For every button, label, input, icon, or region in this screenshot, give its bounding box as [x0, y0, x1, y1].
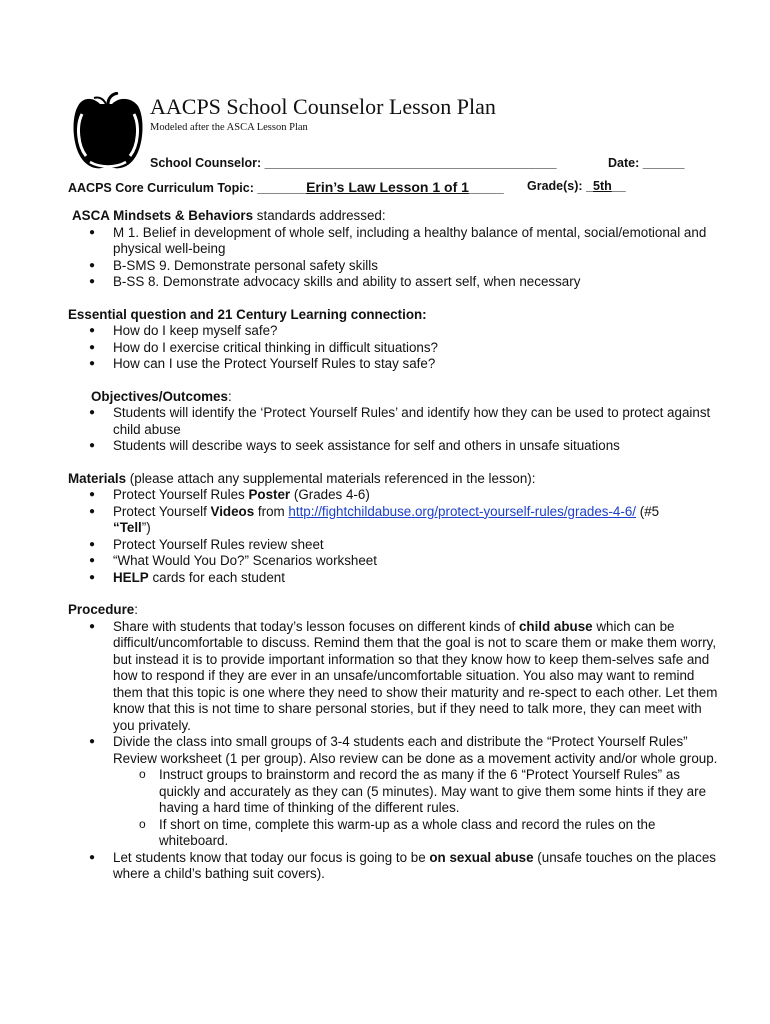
- procedure-sublist: [113, 767, 718, 850]
- grade-tail-line: __: [611, 179, 626, 193]
- objectives-list: [68, 405, 718, 455]
- list-item: ● M 1. Belief in development of whole self, including a healthy balance of mental, social/emotional and physical well-being: [113, 225, 718, 258]
- list-item: ● HELP cards for each student: [113, 570, 718, 587]
- list-item: ● B-SS 8. Demonstrate advocacy skills and ability to assert self, when necessary: [113, 274, 718, 291]
- date-field: Date: ______: [608, 156, 685, 170]
- essential-heading: Essential question and 21 Century Learning connection:: [68, 306, 427, 322]
- sub-list-item: o Instruct groups to brainstorm and record the as many if the 6 “Protect Yourself Rules” as quickly and accurately as they can (5 minutes). May want to give them some hints if they are having a hard time of thinking of the different rules.: [159, 767, 718, 817]
- topic-tail-line: _____: [468, 181, 504, 195]
- procedure-list: [68, 619, 718, 883]
- materials-heading: Materials (please attach any supplemental materials referenced in the lesson):: [68, 470, 536, 486]
- aacps-apple-logo: [70, 92, 146, 172]
- topic-row: [68, 179, 504, 195]
- asca-heading: ASCA Mindsets & Behaviors standards addressed:: [72, 208, 386, 223]
- page-subtitle: Modeled after the ASCA Lesson Plan: [150, 122, 308, 133]
- list-item: ● How do I exercise critical thinking in difficult situations?: [113, 340, 718, 357]
- list-item: ● “What Would You Do?” Scenarios worksheet: [113, 553, 718, 570]
- sub-list-item: o If short on time, complete this warm-up as a whole class and record the rules on the whiteboard.: [159, 817, 718, 850]
- grade-row: [527, 179, 626, 193]
- list-item: ● Protect Yourself Rules Poster (Grades 4-6): [113, 487, 718, 504]
- grade-lead-line: _: [586, 179, 594, 193]
- list-item: ● B-SMS 9. Demonstrate personal safety skills: [113, 258, 718, 275]
- asca-list: [68, 225, 718, 291]
- lesson-content: [68, 208, 718, 883]
- list-item: ● Divide the class into small groups of 3-4 students each and distribute the “Protect Yourself Rules” Review worksheet (1 per group). Also review can be done as a movement activity and/or whole group. o Instruct groups to brainstorm and record the as many if the 6 “Protect Yourself Rules” as quickly and accurately as they can (5 minutes). May want to give them some hints if they are having a hard time of thinking of the different rules. o If short on time, complete this warm-up as a whole class and record the rules on the whiteboard.: [113, 734, 718, 850]
- school-counselor-field: School Counselor: __________________________________________: [150, 156, 557, 170]
- videos-link[interactable]: http://fightchildabuse.org/protect-yourself-rules/grades-4-6/: [288, 503, 637, 519]
- procedure-heading: Procedure:: [68, 602, 138, 617]
- list-item: ● Share with students that today’s lesson focuses on different kinds of child abuse which can be difficult/uncomfortable to discuss. Remind them that the goal is not to scare them or make them worry, but instead it is to provide important information so that they know how to keep them-selves safe and how to respond if they are ever in an unsafe/uncomfortable situation. You also may want to remind them that this topic is one where they need to show their maturity and re-spect to each other. Let them know that this is not time to share personal stories, but if they need to talk more, they can meet with you privately.: [113, 619, 718, 735]
- list-item: ● Protect Yourself Videos from http://fightchildabuse.org/protect-yourself-rules/grades-4-6/ (#5 “Tell”): [113, 504, 718, 537]
- list-item: ● Students will identify the ‘Protect Yourself Rules’ and identify how they can be used to protect against child abuse: [113, 405, 718, 438]
- topic-label: AACPS Core Curriculum Topic:: [68, 181, 254, 195]
- list-item: ● How do I keep myself safe?: [113, 323, 718, 340]
- list-item: ● Let students know that today our focus is going to be on sexual abuse (unsafe touches on the places where a child’s bathing suit covers).: [113, 850, 718, 883]
- list-item: ● How can I use the Protect Yourself Rules to stay safe?: [113, 356, 718, 373]
- grade-value: 5th: [593, 179, 612, 193]
- apple-icon: [70, 92, 146, 172]
- page-title: AACPS School Counselor Lesson Plan: [150, 94, 496, 119]
- list-item: ● Protect Yourself Rules review sheet: [113, 537, 718, 554]
- grade-label: Grade(s):: [527, 179, 583, 193]
- materials-list: [68, 487, 718, 586]
- topic-value: Erin’s Law Lesson 1 of 1: [306, 179, 469, 195]
- topic-lead-line: _______: [257, 181, 307, 195]
- essential-list: [68, 323, 718, 373]
- list-item: ● Students will describe ways to seek assistance for self and others in unsafe situations: [113, 438, 718, 455]
- objectives-heading: Objectives/Outcomes:: [91, 388, 232, 404]
